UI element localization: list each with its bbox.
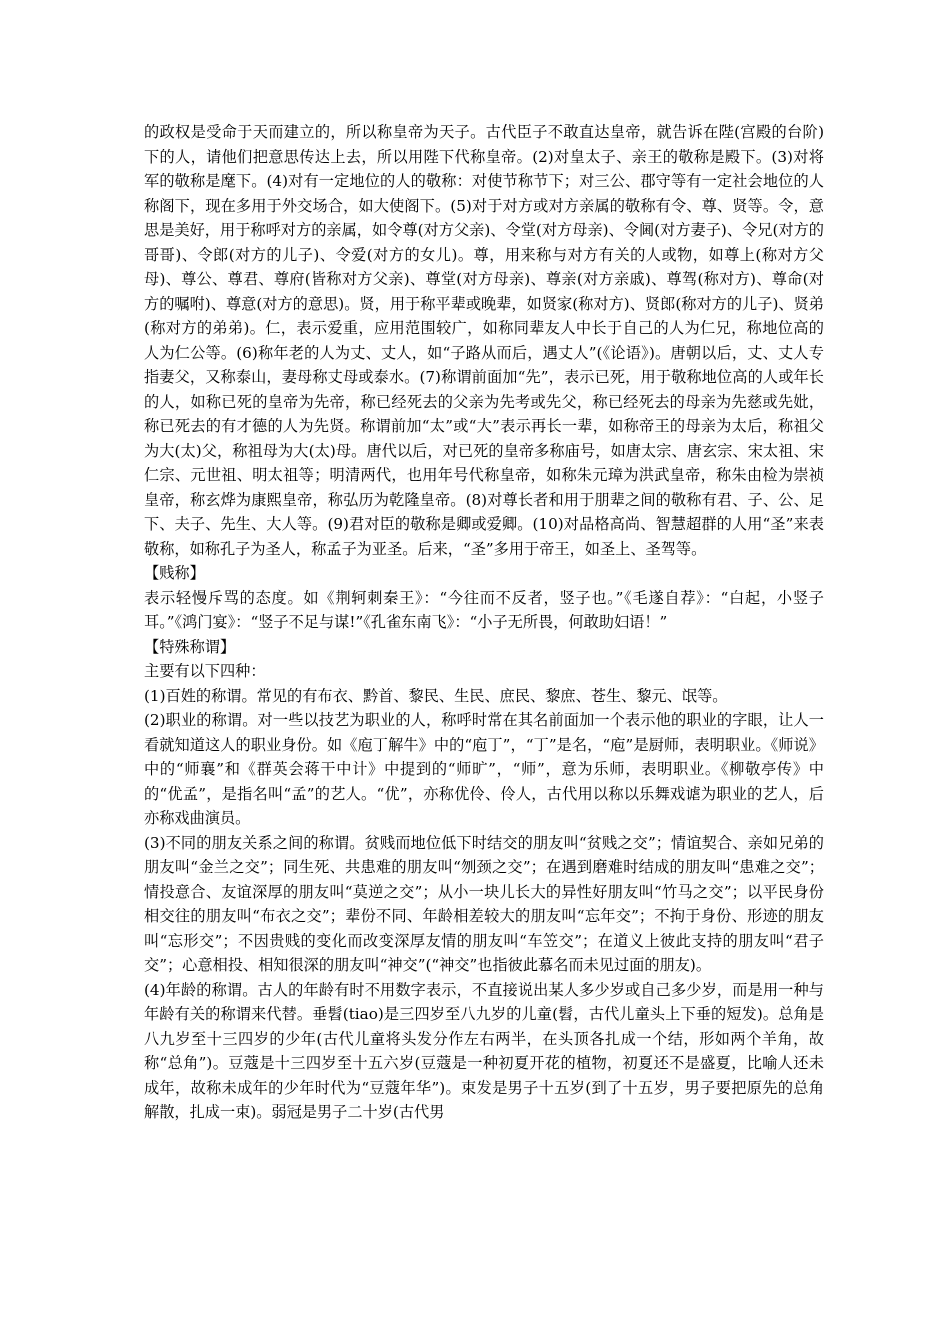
document-page <box>144 120 824 1125</box>
paragraph-commoner-titles: (1)百姓的称谓。常见的有布衣、黔首、黎民、生民、庶民、黎庶、苍生、黎元、氓等。 <box>144 686 728 705</box>
paragraph-age-titles: (4)年龄的称谓。古人的年龄有时不用数字表示，不直接说出某人多少岁或自己多少岁，而是用一种与年龄有关的称谓来代替。垂髫(tiao)是三四岁至八九岁的儿童(髫，古代儿童头上下垂的短发)。总角是八九岁至十三四岁的少年(古代儿童将头发分作左右两半，在头顶各扎成一个结，形如两个羊角，故称“总角”)。豆蔻是十三四岁至十五六岁(豆蔻是一种初夏开花的植物，初夏还不是盛夏，比喻人还未成年，故称未成年的少年时代为“豆蔻年华”)。束发是男子十五岁(到了十五岁，男子要把原先的总角解散，扎成一束)。弱冠是男子二十岁(古代男 <box>144 980 824 1121</box>
paragraph-honorifics-continued: 的政权是受命于天而建立的，所以称皇帝为天子。古代臣子不敢直达皇帝，就告诉在陛(宫殿的台阶)下的人，请他们把意思传达上去，所以用陛下代称皇帝。(2)对皇太子、亲王的敬称是殿下。(3)对将军的敬称是麾下。(4)对有一定地位的人的敬称：对使节称节下；对三公、郡守等有一定社会地位的人称阁下，现在多用于外交场合，如大使阁下。(5)对于对方或对方亲属的敬称有令、尊、贤等。令，意思是美好，用于称呼对方的亲属，如令尊(对方父亲)、令堂(对方母亲)、令阃(对方妻子)、令兄(对方的哥哥)、令郎(对方的儿子)、令爱(对方的女儿)。尊，用来称与对方有关的人或物，如尊上(称对方父母)、尊公、尊君、尊府(皆称对方父亲)、尊堂(对方母亲)、尊亲(对方亲戚)、尊驾(称对方)、尊命(对方的嘱咐)、尊意(对方的意思)。贤，用于称平辈或晚辈，如贤家(称对方)、贤郎(称对方的儿子)、贤弟(称对方的弟弟)。仁，表示爱重，应用范围较广，如称同辈友人中长于自己的人为仁兄，称地位高的人为仁公等。(6)称年老的人为丈、丈人，如“子路从而后，遇丈人”(《论语》)。唐朝以后，丈、丈人专指妻父，又称泰山，妻母称丈母或泰水。(7)称谓前面加“先”，表示已死，用于敬称地位高的人或年长的人，如称已死的皇帝为先帝，称已经死去的父亲为先考或先父，称已经死去的母亲为先慈或先妣，称已死去的有才德的人为先贤。称谓前加“太”或“大”表示再长一辈，如称帝王的母亲为太后，称祖父为大(太)父，称祖母为大(太)母。唐代以后，对已死的皇帝多称庙号，如唐太宗、唐玄宗、宋太祖、宋仁宗、元世祖、明太祖等；明清两代，也用年号代称皇帝，如称朱元璋为洪武皇帝，称朱由检为崇祯皇帝，称玄烨为康熙皇帝，称弘历为乾隆皇帝。(8)对尊长者和用于朋辈之间的敬称有君、子、公、足下、夫子、先生、大人等。(9)君对臣的敬称是卿或爱卿。(10)对品格高尚、智慧超群的人用“圣”来表敬称，如称孔子为圣人，称孟子为亚圣。后来，“圣”多用于帝王，如圣上、圣驾等。 <box>144 123 824 558</box>
section-heading-special-titles: 【特殊称谓】 <box>144 637 236 656</box>
paragraph-special-titles-intro: 主要有以下四种： <box>144 662 266 680</box>
paragraph-occupation-titles: (2)职业的称谓。对一些以技艺为职业的人，称呼时常在其名前面加一个表示他的职业的字眼，让人一看就知道这人的职业身份。如《庖丁解牛》中的“庖丁”，“丁”是名，“庖”是厨师，表明职业。《师说》中的“师襄”和《群英会蒋干中计》中提到的“师旷”，“师”，意为乐师，表明职业。《柳敬亭传》中的“优孟”，是指名叫“孟”的艺人。“优”，亦称优伶、伶人，古代用以称以乐舞戏谑为职业的艺人，后亦称戏曲演员。 <box>144 711 824 827</box>
section-heading-derogatory-titles: 【贱称】 <box>144 564 205 582</box>
paragraph-friendship-titles: (3)不同的朋友关系之间的称谓。贫贱而地位低下时结交的朋友叫“贫贱之交”；情谊契合、亲如兄弟的朋友叫“金兰之交”；同生死、共患难的朋友叫“刎颈之交”；在遇到磨难时结成的朋友叫“患难之交”；情投意合、友谊深厚的朋友叫“莫逆之交”；从小一块儿长大的异性好朋友叫“竹马之交”；以平民身份相交往的朋友叫“布衣之交”；辈份不同、年龄相差较大的朋友叫“忘年交”；不拘于身份、形迹的朋友叫“忘形交”；不因贵贱的变化而改变深厚友情的朋友叫“车笠交”；在道义上彼此支持的朋友叫“君子交”；心意相投、相知很深的朋友叫“神交”(“神交”也指彼此慕名而未见过面的朋友)。 <box>144 833 824 974</box>
paragraph-derogatory-titles: 表示轻慢斥骂的态度。如《荆轲刺秦王》：“今往而不反者，竖子也。”《毛遂自荐》：“白起，小竖子耳。”《鸿门宴》：“竖子不足与谋!”《孔雀东南飞》：“小子无所畏，何敢助妇语！” <box>144 588 824 631</box>
